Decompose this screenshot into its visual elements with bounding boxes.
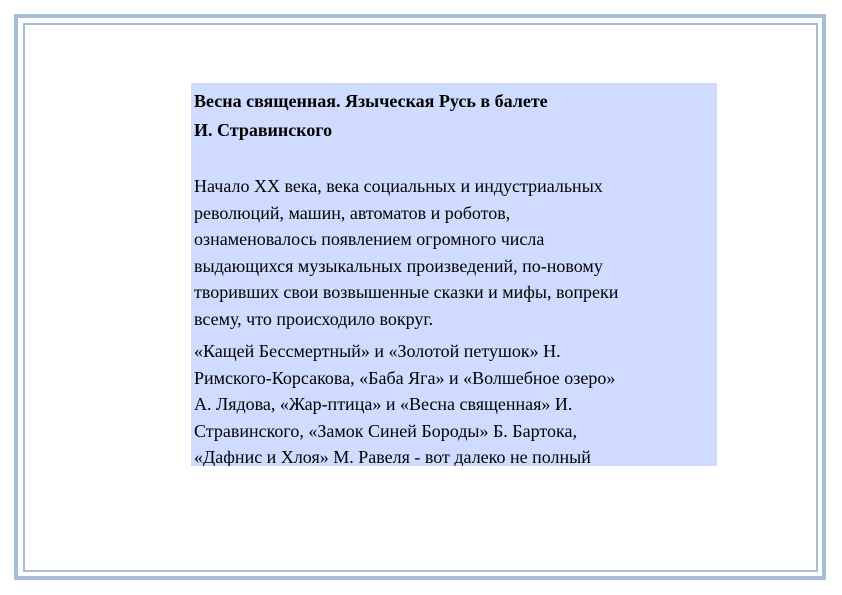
paragraph-line: «Дафнис и Хлоя» М. Равеля - вот далеко не полный — [194, 447, 591, 466]
paragraph-line: творивших свои возвышенные сказки и мифы, вопреки — [194, 282, 619, 302]
blank-line — [194, 145, 714, 173]
text-box — [191, 83, 717, 466]
title-line: Весна священная. Языческая Русь в балете — [194, 91, 548, 111]
paragraph-line: выдающихся музыкальных произведений, по-новому — [194, 255, 603, 276]
paragraph-line: революций, машин, автоматов и роботов, — [194, 202, 511, 223]
paragraph-line: Римского-Корсакова, «Баба Яга» и «Волшебное озеро» — [194, 367, 616, 388]
paragraph-line: Стравинского, «Замок Синей Бороды» Б. Бартока, — [194, 420, 577, 441]
document-title — [194, 87, 714, 145]
paragraph-line: Начало XX века, века социальных и индустриальных — [194, 176, 603, 196]
paragraph-intro — [194, 173, 714, 332]
title-line: И. Стравинского — [194, 120, 333, 140]
paragraph-works-list — [194, 338, 714, 466]
paragraph-line: «Кащей Бессмертный» и «Золотой петушок» Н. — [194, 341, 561, 361]
paragraph-line: ознаменовалось появлением огромного числа — [194, 229, 545, 249]
paragraph-line: А. Лядова, «Жар-птица» и «Весна священная» И. — [194, 394, 573, 414]
paragraph-line: всему, что происходило вокруг. — [194, 308, 434, 329]
